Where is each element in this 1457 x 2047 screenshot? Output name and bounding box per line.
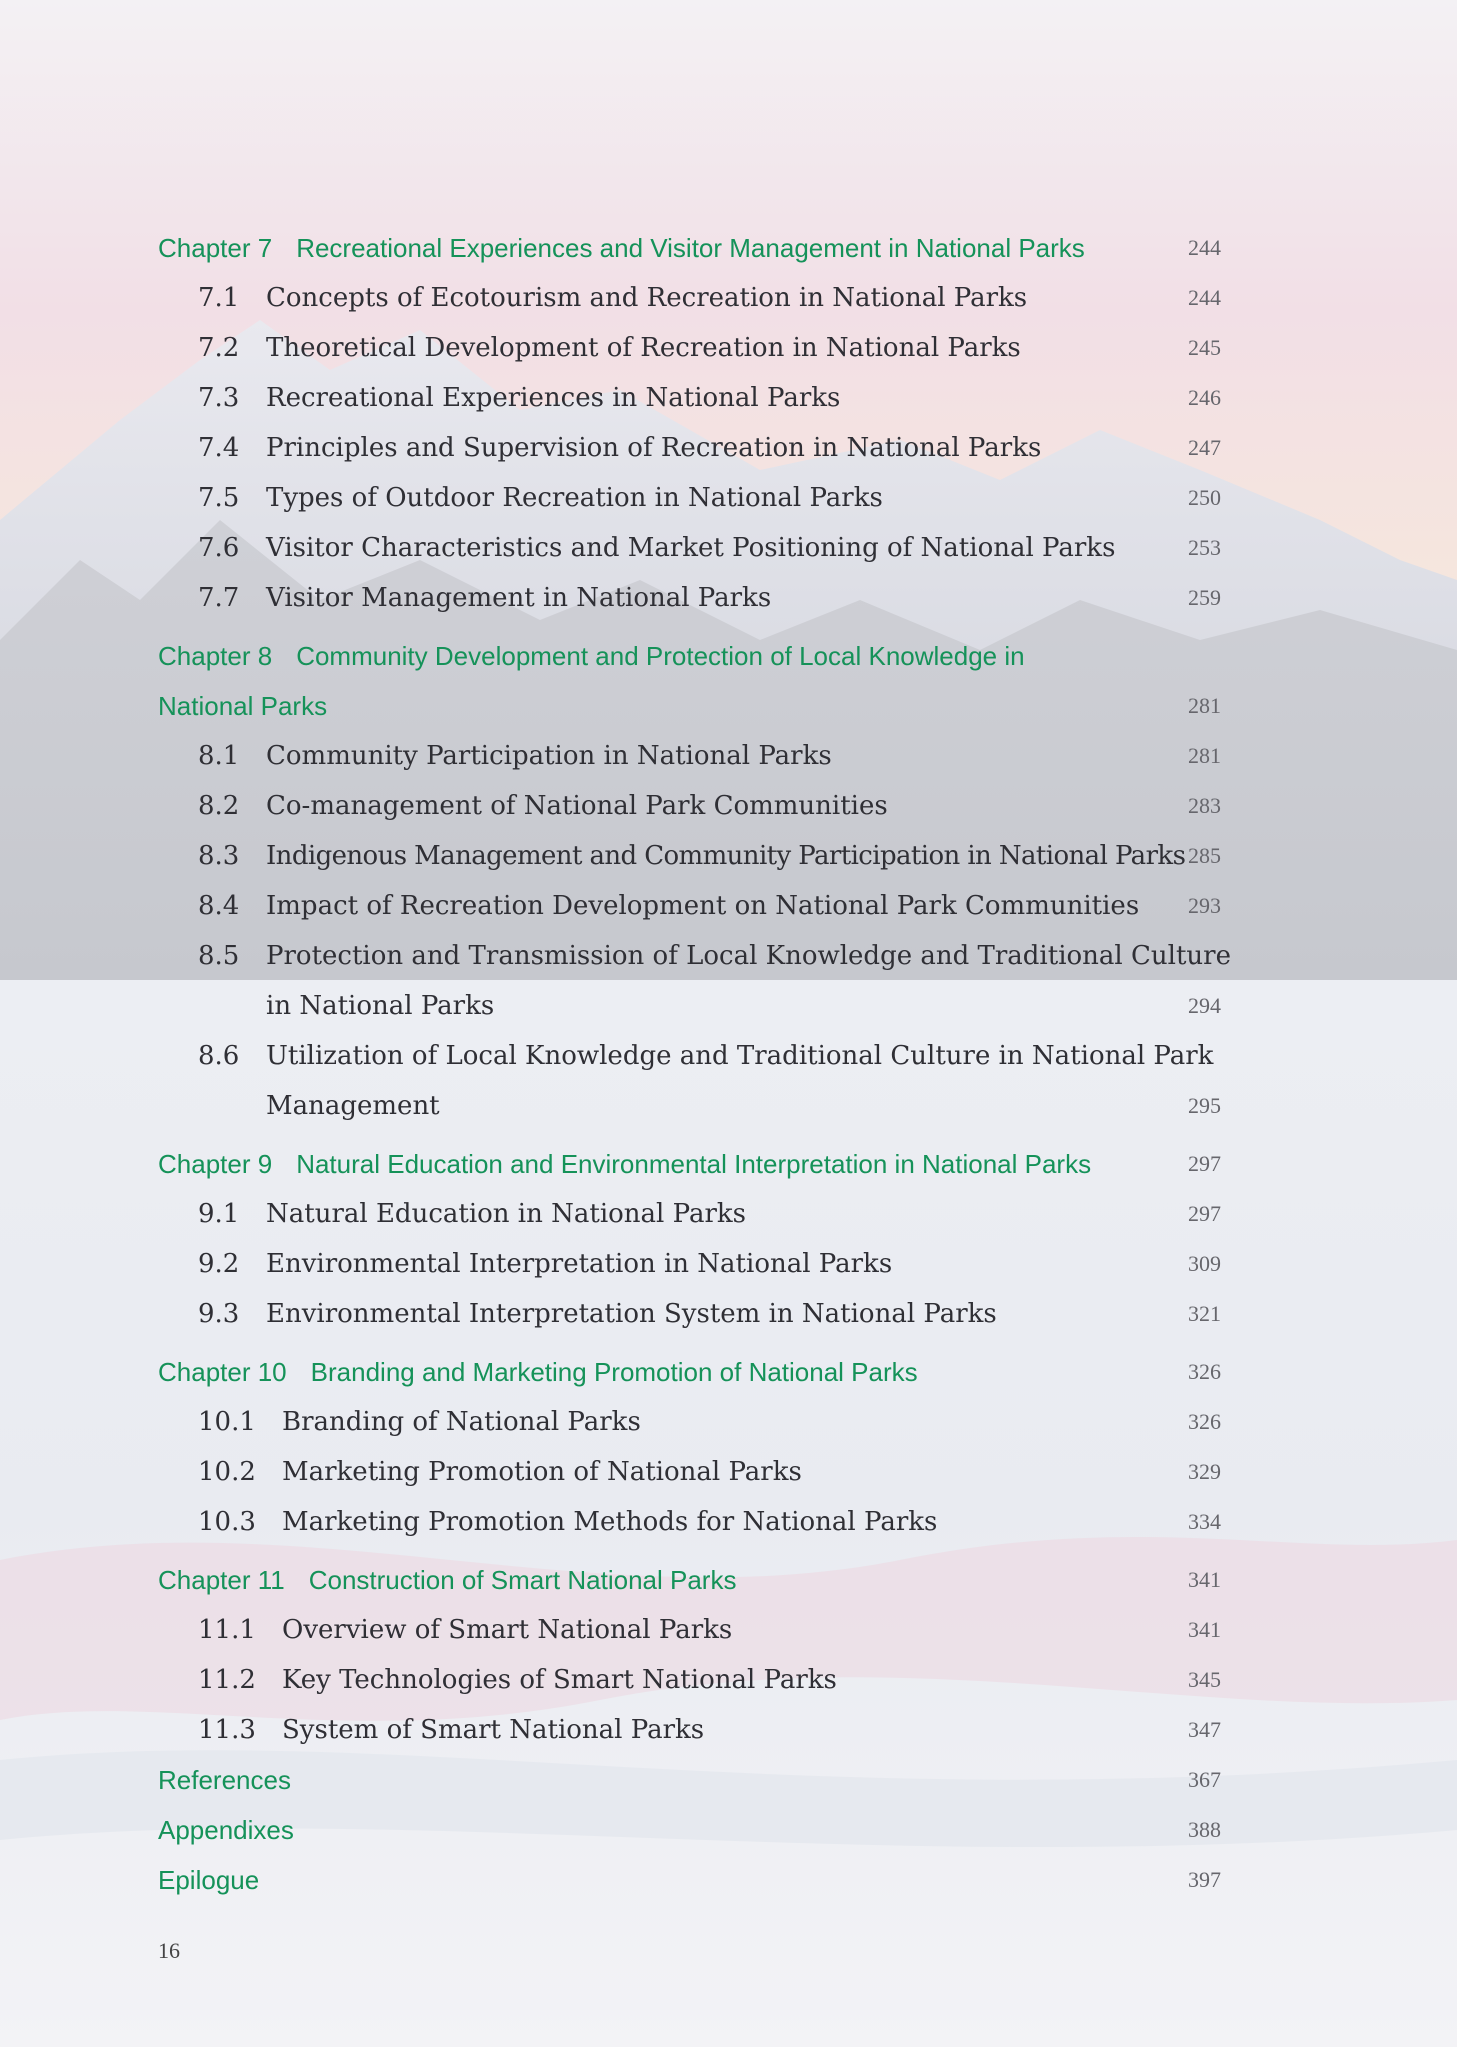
section-title: Visitor Characteristics and Market Positioning of National Parks <box>266 533 1116 563</box>
back-matter-heading: Appendixes <box>158 1815 294 1845</box>
section-title: Key Technologies of Smart National Parks <box>282 1665 837 1695</box>
page-reference: 281 <box>1188 743 1221 768</box>
section-title: Indigenous Management and Community Participation in National Parks <box>266 841 1186 871</box>
section-number: 7.2 <box>198 333 240 363</box>
section-number: 8.4 <box>198 891 240 921</box>
page-reference: 295 <box>1188 1093 1221 1118</box>
page-reference: 326 <box>1188 1409 1221 1434</box>
page-reference: 329 <box>1188 1459 1221 1484</box>
page-reference: 259 <box>1188 585 1221 610</box>
chapter-title: Recreational Experiences and Visitor Management in National Parks <box>296 233 1085 263</box>
section-number: 11.1 <box>198 1615 256 1645</box>
page-reference: 347 <box>1188 1717 1221 1742</box>
section-number: 8.5 <box>198 941 240 971</box>
section-title: Branding of National Parks <box>282 1407 641 1437</box>
section-number: 10.3 <box>198 1507 256 1537</box>
section-title: Co-management of National Park Communities <box>266 791 888 821</box>
page-number: 16 <box>158 1938 180 1963</box>
section-title: Marketing Promotion Methods for National Parks <box>282 1507 938 1537</box>
page-reference: 297 <box>1188 1201 1221 1226</box>
section-number: 9.3 <box>198 1299 240 1329</box>
section-title: Theoretical Development of Recreation in National Parks <box>266 333 1021 363</box>
section-number: 8.6 <box>198 1041 240 1071</box>
chapter-label: Chapter 7 <box>158 233 273 263</box>
section-title: Recreational Experiences in National Parks <box>266 383 841 413</box>
section-number: 7.4 <box>198 433 240 463</box>
page-reference: 294 <box>1188 993 1221 1018</box>
page-reference: 244 <box>1188 235 1221 260</box>
section-title: Natural Education in National Parks <box>266 1199 746 1229</box>
page-reference: 247 <box>1188 435 1221 460</box>
chapter-title: Construction of Smart National Parks <box>308 1565 737 1595</box>
section-number: 10.2 <box>198 1457 256 1487</box>
chapter-title: Natural Education and Environmental Interpretation in National Parks <box>296 1149 1092 1179</box>
page-reference: 281 <box>1188 693 1221 718</box>
section-title: System of Smart National Parks <box>282 1715 705 1745</box>
chapter-heading <box>158 631 1025 681</box>
section-title: Environmental Interpretation System in National Parks <box>266 1299 997 1329</box>
chapter-heading <box>158 1139 1091 1189</box>
page-reference: 246 <box>1188 385 1221 410</box>
page-reference: 285 <box>1188 843 1221 868</box>
section-title-continued: Management <box>266 1091 440 1121</box>
page-reference: 367 <box>1188 1767 1221 1792</box>
section-title: Protection and Transmission of Local Knowledge and Traditional Culture <box>266 941 1231 971</box>
chapter-label: Chapter 11 <box>158 1565 285 1595</box>
page-reference: 297 <box>1188 1151 1221 1176</box>
page-reference: 334 <box>1188 1509 1221 1534</box>
page-reference: 293 <box>1188 893 1221 918</box>
page-reference: 388 <box>1188 1817 1221 1842</box>
section-number: 8.1 <box>198 741 240 771</box>
section-title: Concepts of Ecotourism and Recreation in National Parks <box>266 283 1028 313</box>
section-number: 9.2 <box>198 1249 240 1279</box>
page-reference: 253 <box>1188 535 1221 560</box>
section-number: 7.7 <box>198 583 240 613</box>
section-number: 8.2 <box>198 791 240 821</box>
chapter-title: Branding and Marketing Promotion of National Parks <box>310 1357 918 1387</box>
page-reference: 341 <box>1188 1617 1221 1642</box>
section-number: 8.3 <box>198 841 240 871</box>
section-title: Community Participation in National Parks <box>266 741 832 771</box>
page-reference: 309 <box>1188 1251 1221 1276</box>
section-number: 9.1 <box>198 1199 240 1229</box>
section-number: 10.1 <box>198 1407 256 1437</box>
section-number: 7.6 <box>198 533 240 563</box>
page-reference: 283 <box>1188 793 1221 818</box>
section-number: 11.3 <box>198 1715 256 1745</box>
section-number: 7.5 <box>198 483 240 513</box>
page-reference: 345 <box>1188 1667 1221 1692</box>
back-matter-heading: Epilogue <box>158 1865 260 1895</box>
page-reference: 250 <box>1188 485 1221 510</box>
chapter-label: Chapter 10 <box>158 1357 287 1387</box>
section-title: Marketing Promotion of National Parks <box>282 1457 802 1487</box>
page-reference: 321 <box>1188 1301 1221 1326</box>
back-matter-heading: References <box>158 1765 291 1795</box>
section-number: 7.1 <box>198 283 240 313</box>
section-title: Impact of Recreation Development on National Park Communities <box>266 891 1140 921</box>
page-reference: 244 <box>1188 285 1221 310</box>
section-title-continued: in National Parks <box>266 991 495 1021</box>
section-number: 11.2 <box>198 1665 256 1695</box>
chapter-heading <box>158 1347 918 1397</box>
section-title: Overview of Smart National Parks <box>282 1615 733 1645</box>
chapter-heading <box>158 1555 736 1605</box>
section-title: Visitor Management in National Parks <box>266 583 772 613</box>
chapter-label: Chapter 9 <box>158 1149 273 1179</box>
chapter-title-continued: National Parks <box>158 691 328 721</box>
page-reference: 341 <box>1188 1567 1221 1592</box>
chapter-label: Chapter 8 <box>158 641 273 671</box>
page-reference: 397 <box>1188 1867 1221 1892</box>
chapter-title: Community Development and Protection of Local Knowledge in <box>296 641 1025 671</box>
page-reference: 326 <box>1188 1359 1221 1384</box>
chapter-heading <box>158 223 1085 273</box>
section-title: Types of Outdoor Recreation in National Parks <box>266 483 883 513</box>
section-title: Principles and Supervision of Recreation in National Parks <box>266 433 1042 463</box>
page-reference: 245 <box>1188 335 1221 360</box>
section-title: Environmental Interpretation in National Parks <box>266 1249 893 1279</box>
section-title: Utilization of Local Knowledge and Traditional Culture in National Park <box>266 1041 1214 1071</box>
section-number: 7.3 <box>198 383 240 413</box>
